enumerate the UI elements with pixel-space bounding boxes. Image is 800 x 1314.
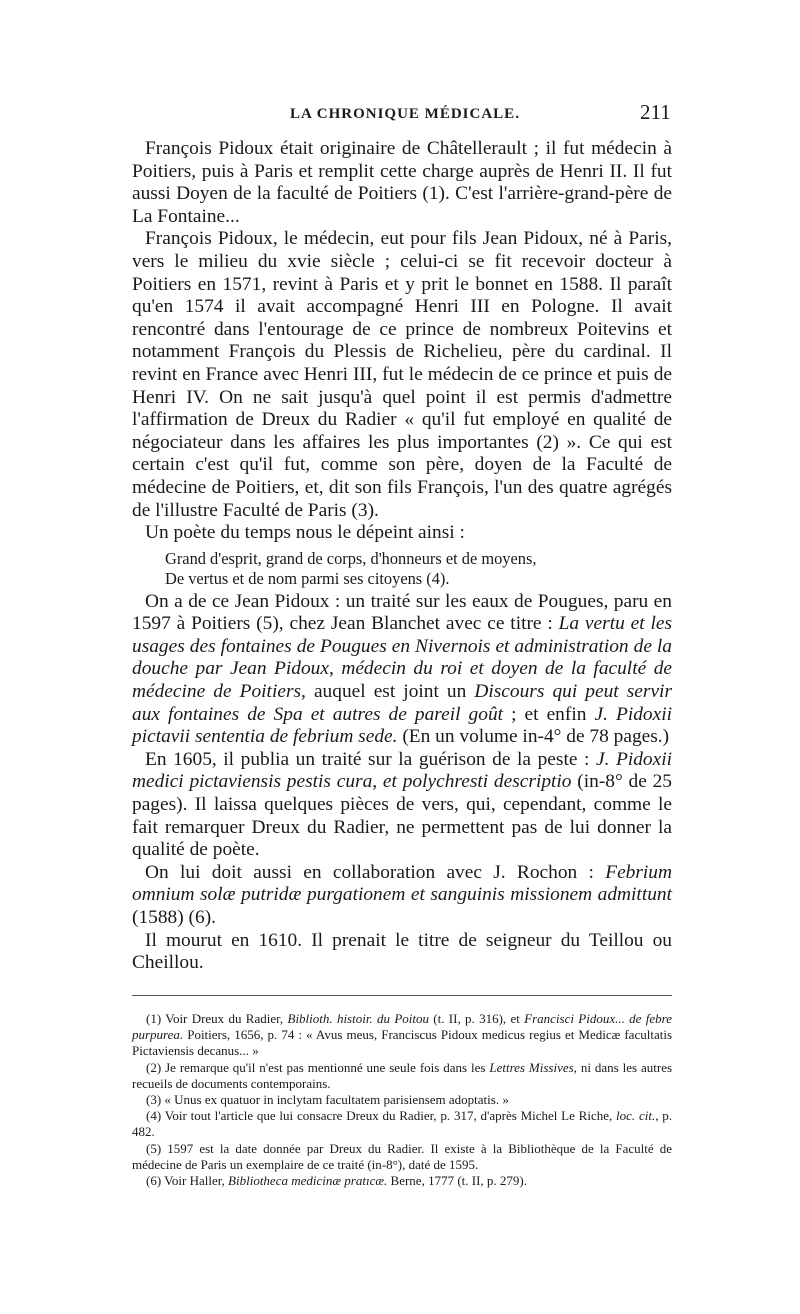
footnote-2-text-a: (2) Je remarque qu'il n'est pas mentionné une seule fois dans les: [146, 1059, 490, 1075]
book-title-discours: Discours qui peut servir aux fontaines de Spa et autres de pareil goût: [132, 681, 672, 725]
paragraph-5-text-c: (in-8° de 25 pages). Il laissa quelques pièces de vers, qui, cependant, comme le fait remarquer Dreux du Radier, ne permettent pas de lui donner la qualité de poète.: [132, 771, 672, 861]
footnote-4-text-a: (4) Voir tout l'article que lui consacre Dreux du Radier, p. 317, d'après Michel Le Riche,: [146, 1108, 617, 1124]
footnote-2-title: Lettres Missives,: [489, 1059, 577, 1075]
book-title-sententia: J. Pidoxii pictavii sententia de febrium sede.: [132, 703, 672, 748]
verse-line-1: Grand d'esprit, grand de corps, d'honneurs et de moyens,: [165, 548, 537, 568]
paragraph-2: François Pidoux, le médecin, eut pour fils Jean Pidoux, né à Paris, vers le milieu du xvie siècle ; celui-ci se fit recevoir docteur à Poitiers en 1571, revint à Paris et y prit le bonnet en 1588. Il paraît qu'en 1574 il avait accompagné Henri III en Pologne. Il avait rencontré dans l'entourage de ce prince de nombreux Poitevins et notamment François du Plessis de Richelieu, père du cardinal. Il revint en France avec Henri III, fut le médecin de ce prince et puis de Henri IV. On ne sait jusqu'à quel point il est permis d'admettre l'affirmation de Dreux du Radier « qu'il fut employé en qualité de négociateur dans les affaires les plus importantes (2) ». Ce qui est certain c'est qu'il fut, comme son père, doyen de la Faculté de médecine de Poitiers, et, dit son fils François, l'un des quatre agrégés de l'illustre Faculté de Paris (3).: [132, 228, 672, 521]
footnote-2: [132, 1060, 672, 1092]
verse-quotation: [165, 549, 672, 589]
footnote-4-loc-cit: loc. cit.: [616, 1108, 656, 1124]
footnote-1-text-c: (t. II, p. 316), et: [429, 1011, 525, 1026]
page-number: 211: [640, 100, 671, 124]
verse-line-2: De vertus et de nom parmi ses citoyens (4).: [165, 568, 450, 588]
paragraph-4-text-a: On a de ce Jean Pidoux : un traité sur les eaux de Pougues, paru en 1597 à Poitiers (5), chez Jean Blanchet avec ce titre :: [132, 590, 672, 635]
footnote-1-text-a: (1) Voir Dreux du Radier,: [146, 1011, 288, 1026]
footnote-divider: [132, 995, 672, 996]
paragraph-4-text-c: auquel est joint un: [305, 681, 475, 703]
footnote-6-text-a: (6) Voir Haller,: [146, 1173, 229, 1189]
book-title-febrium: Febrium omnium solæ putridæ purgationem et sanguinis missionem admittunt: [132, 861, 672, 906]
footnote-1-title: Biblioth. histoir. du Poitou: [287, 1011, 429, 1026]
page-header: [0, 100, 800, 130]
paragraph-7: Il mourut en 1610. Il prenait le titre de seigneur du Teillou ou Cheillou.: [132, 929, 672, 974]
paragraph-1: François Pidoux était originaire de Châtellerault ; il fut médecin à Poitiers, puis à Paris et remplit cette charge auprès de Henri II. Il fut aussi Doyen de la faculté de Poitiers (1). C'est l'arrière-grand-père de La Fontaine...: [132, 138, 672, 227]
paragraph-6-text-a: On lui doit aussi en collaboration avec J. Rochon :: [145, 861, 606, 883]
book-title-pestis-cura: J. Pidoxii medici pictaviensis pestis cura, et polychresti descriptio: [132, 748, 672, 793]
paragraph-5: [132, 749, 672, 862]
footnote-5: (5) 1597 est la date donnée par Dreux du Radier. Il existe à la Bibliothèque de la Faculté de médecine de Paris un exemplaire de ce traité (in-8°), daté de 1595.: [132, 1140, 672, 1172]
paragraph-3: Un poète du temps nous le dépeint ainsi :: [145, 522, 465, 544]
footnote-3: (3) « Unus ex quatuor in inclytam facultatem parisiensem adoptatis. »: [146, 1092, 509, 1108]
paragraph-6: [132, 862, 672, 930]
body-text: [132, 138, 672, 975]
paragraph-5-text-a: En 1605, il publia un traité sur la guérison de la peste :: [145, 748, 596, 770]
paragraph-4: [132, 591, 672, 749]
footnote-1-text-e: Poitiers, 1656, p. 74 : « Avus meus, Franciscus Pidoux medicus regius et Medicæ facultatis Pictaviensis decanus... »: [132, 1027, 672, 1059]
book-title-vertu-des-fontaines: La vertu et les usages des fontaines de Pougues en Nivernois et administration de la douche par Jean Pidoux, médecin du roi et doyen de la faculté de médecine de Poitiers,: [132, 613, 672, 703]
paragraph-4-text-g: (En un volume in-4° de 78 pages.): [397, 726, 670, 748]
paragraph-6-text-c: (1588) (6).: [132, 907, 217, 928]
running-title: LA CHRONIQUE MÉDICALE.: [290, 106, 520, 122]
footnote-6-title: Bibliotheca medicinæ pratıcæ.: [228, 1173, 388, 1189]
footnotes: [132, 1011, 672, 1189]
footnote-4-text-c: , p. 482.: [132, 1108, 673, 1140]
footnote-1-title-2: Francisci Pidoux... de febre purpurea.: [132, 1011, 672, 1043]
paragraph-4-text-e: ; et enfin: [503, 703, 595, 725]
footnote-4: [132, 1108, 672, 1140]
footnote-1: [132, 1011, 672, 1060]
footnote-6: [132, 1173, 672, 1189]
footnote-6-text-c: Berne, 1777 (t. II, p. 279).: [387, 1173, 527, 1189]
footnote-2-text-c: ni dans les autres recueils de documents contemporains.: [132, 1059, 673, 1091]
